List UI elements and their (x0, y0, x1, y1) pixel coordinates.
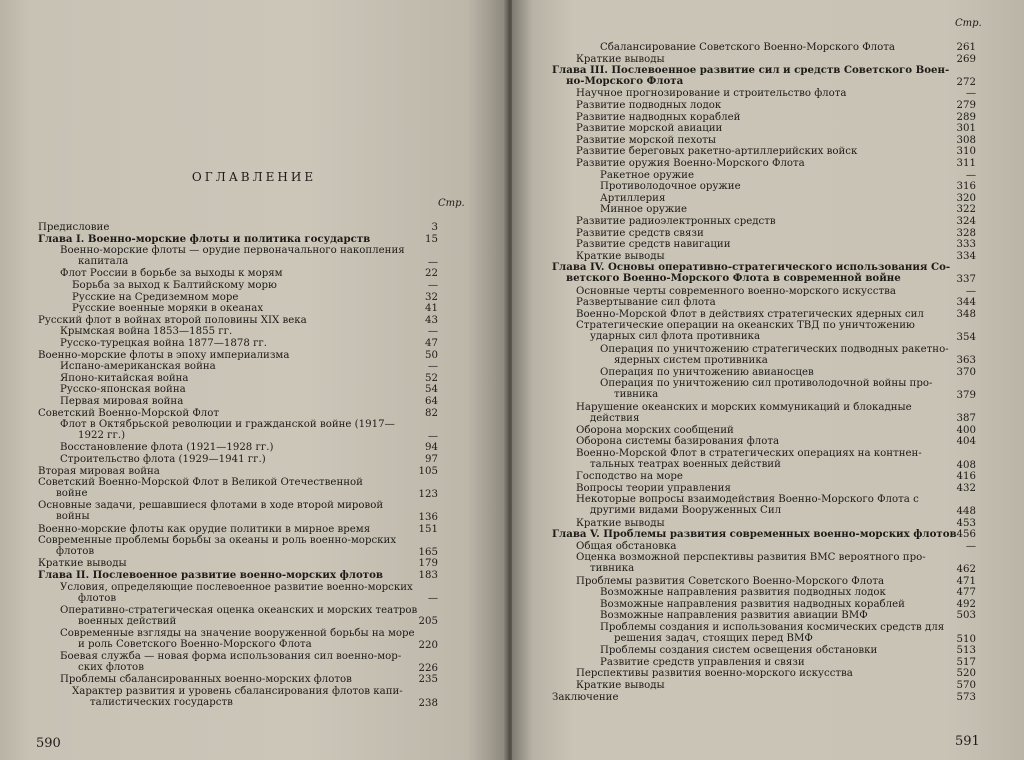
toc-entry (576, 100, 721, 111)
toc-entry-page: 456 (956, 529, 976, 541)
toc-entry-page: 337 (956, 274, 976, 285)
toc-entry-page: 333 (956, 239, 976, 251)
toc-entry (576, 425, 734, 436)
toc-entry-text: Краткие выводы (38, 558, 127, 570)
toc-entry-page: 308 (956, 134, 976, 146)
toc-entry-text: Развитие средств навигации (576, 239, 731, 251)
toc-entry-text: Советский Военно-Морской Флот в Великой Отечественной (38, 477, 363, 489)
toc-entry (600, 193, 665, 204)
toc-entry-page: 316 (956, 181, 976, 193)
toc-entry-page: 47 (425, 338, 438, 349)
toc-entry (576, 402, 912, 424)
toc-entry (552, 529, 957, 540)
toc-entry-text: Возможные направления развития авиации ВМФ (600, 610, 868, 622)
toc-entry-text: Японо-китайская война (60, 372, 189, 384)
toc-entry (600, 610, 868, 621)
toc-entry (600, 622, 944, 644)
toc-entry-page: 22 (425, 268, 438, 280)
toc-entry-text: Русско-японская война (60, 384, 186, 396)
toc-entry-page: 301 (956, 123, 976, 135)
toc-entry-text: Военно-морские флоты — орудие первоначального накопления (60, 245, 405, 257)
toc-entry-text: Сбалансирование Советского Военно-Морского Флота (600, 42, 895, 53)
toc-entry (576, 541, 676, 552)
toc-entry-text: флотов (56, 546, 95, 558)
toc-title: ОГЛАВЛЕНИЕ (191, 170, 317, 184)
toc-entry-text: Краткие выводы (576, 680, 665, 691)
toc-entry-page: 269 (956, 53, 976, 65)
toc-entry-page: 261 (956, 42, 976, 53)
toc-entry-page: 272 (956, 76, 976, 88)
toc-entry (60, 245, 405, 267)
toc-entry-page: 235 (418, 674, 438, 686)
toc-entry (576, 668, 853, 679)
toc-entry (576, 88, 846, 99)
toc-entry-text: Современные проблемы борьбы за океаны и роль военно-морских (38, 535, 397, 547)
toc-entry-text: Развитие средств управления и связи (600, 656, 805, 668)
toc-entry (552, 65, 949, 87)
toc-entry-text: Операция по уничтожению стратегических подводных ракетно- (600, 343, 949, 355)
toc-entry (576, 576, 884, 587)
toc-entry-text: Военно-морские флоты как орудие политики в мирное время (38, 523, 371, 535)
toc-entry-text: решения задач, стоящих перед ВМФ (614, 633, 813, 644)
toc-entry (60, 582, 413, 604)
toc-entry (576, 494, 919, 516)
toc-entry (552, 262, 950, 284)
toc-entry-text: Развитие морской пехоты (576, 134, 716, 146)
toc-entry-page: 205 (418, 616, 438, 628)
toc-entry-text: Проблемы создания систем освещения обстановки (600, 645, 878, 657)
toc-entry-text: Операция по уничтожению сил противолодочной войны про- (600, 378, 933, 390)
toc-entry-page: 183 (418, 570, 438, 581)
toc-entry-page: 573 (956, 691, 976, 703)
toc-entry (60, 396, 183, 407)
toc-entry-page: 324 (956, 216, 976, 227)
toc-entry-page: 165 (418, 546, 438, 558)
toc-entry-text: Краткие выводы (576, 517, 665, 529)
toc-entry-page: 82 (425, 407, 438, 419)
toc-entry-page: 453 (956, 517, 976, 529)
toc-entry-page: — (427, 280, 438, 291)
toc-entry (576, 239, 730, 250)
toc-entry (576, 216, 776, 227)
toc-entry (600, 367, 814, 378)
toc-entry-text: Современные взгляды на значение вооруженной борьбы на море (60, 628, 415, 639)
toc-entry-page: 136 (418, 512, 438, 523)
toc-entry-page: 94 (425, 442, 438, 454)
toc-entry-text: Первая мировая война (60, 396, 184, 407)
toc-entry-text: Флот России в борьбе за выходы к морям (60, 268, 283, 280)
toc-entry-text: Развитие береговых ракетно-артиллерийских войск (576, 146, 858, 158)
toc-entry-text: Предисловие (38, 222, 110, 233)
toc-entry-text: Советский Военно-Морской Флот (38, 407, 220, 419)
toc-entry (38, 500, 383, 522)
toc-entry-text: Флот в Октябрьской революции и гражданской войне (1917— (60, 419, 395, 431)
toc-entry (600, 170, 694, 181)
toc-entry-page: 311 (956, 158, 976, 169)
toc-entry-text: Проблемы создания и использования космических средств для (600, 622, 945, 633)
toc-entry-text: Развитие средств связи (576, 227, 704, 239)
toc-entry (60, 442, 273, 453)
toc-entry-page: 220 (418, 639, 438, 651)
toc-entry-page: 334 (956, 250, 976, 262)
toc-entry-text: Проблемы развития Советского Военно-Морского Флота (576, 575, 885, 587)
toc-entry-text: Русские на Средиземном море (72, 291, 239, 303)
toc-entry-page: 400 (956, 424, 976, 436)
toc-entry-page: 151 (418, 523, 438, 535)
toc-entry (38, 570, 383, 581)
toc-entry-page: — (427, 593, 438, 605)
toc-entry-page: 179 (418, 558, 438, 570)
toc-entry (600, 599, 905, 610)
toc-entry-text: Нарушение океанских и морских коммуникаций и блокадные (576, 401, 912, 413)
toc-entry-text: Заключение (552, 691, 619, 703)
toc-entry-page: 477 (956, 587, 976, 599)
toc-entry (72, 280, 277, 291)
toc-entry-text: Вторая мировая война (38, 465, 160, 477)
toc-entry-text: военных действий (78, 615, 177, 627)
toc-entry-text: Возможные направления развития подводных лодок (600, 587, 886, 599)
toc-entry (576, 135, 716, 146)
toc-entry-text: Краткие выводы (576, 250, 665, 262)
toc-entry-page: 432 (956, 482, 976, 494)
toc-entry (576, 518, 665, 529)
toc-entry-text: Операция по уничтожению авианосцев (600, 366, 814, 378)
toc-entry-text: капитала (78, 256, 129, 268)
toc-entry-page: 517 (956, 656, 976, 668)
toc-entry-text: Господство на море (576, 471, 683, 483)
toc-entry-text: Вопросы теории управления (576, 482, 731, 494)
toc-entry-text: и роль Советского Военно-Морского Флота (78, 639, 312, 650)
toc-entry-page: 226 (418, 662, 438, 674)
toc-entry (576, 552, 926, 574)
toc-entry (552, 692, 619, 703)
left-page (0, 0, 508, 760)
toc-entry (600, 587, 886, 598)
toc-entry (600, 344, 949, 366)
toc-entry-text: Военно-морские флоты в эпоху империализма (38, 349, 290, 361)
toc-entry (600, 42, 895, 53)
toc-entry (576, 483, 731, 494)
toc-entry (60, 651, 401, 673)
toc-entry (576, 680, 665, 691)
toc-entry-text: Проблемы сбалансированных военно-морских флотов (60, 674, 352, 686)
toc-entry-text: ских флотов (78, 662, 144, 674)
toc-entry (38, 315, 307, 326)
toc-entry-text: тальных театрах военных действий (590, 459, 781, 470)
toc-entry-page: 328 (956, 227, 976, 239)
toc-entry (38, 524, 370, 535)
toc-entry-text: Глава V. Проблемы развития современных военно-морских флотов (552, 528, 957, 541)
toc-entry-text: Общая обстановка (576, 540, 677, 552)
toc-entry (60, 384, 186, 395)
toc-entry (600, 181, 741, 192)
toc-entry-page: 41 (425, 303, 438, 315)
toc-entry-page: 310 (956, 146, 976, 158)
page-number-left: 590 (36, 736, 61, 751)
toc-entry-text: флотов (78, 592, 117, 604)
toc-entry (576, 448, 922, 470)
toc-entry-page: 379 (956, 390, 976, 401)
toc-entry-text: Ракетное оружие (600, 169, 694, 181)
toc-entry-page: 64 (425, 396, 438, 407)
toc-entry-text: Борьба за выход к Балтийскому морю (72, 280, 277, 291)
toc-entry-page: 123 (418, 488, 438, 500)
toc-entry-text: Развитие радиоэлектронных средств (576, 216, 776, 227)
toc-entry (600, 645, 877, 656)
toc-entry-page: 322 (956, 204, 976, 216)
toc-entry-text: Оперативно-стратегическая оценка океанских и морских театров (60, 604, 418, 616)
toc-entry-page: — (427, 326, 438, 338)
toc-entry (38, 535, 396, 557)
toc-entry-page: 510 (956, 633, 976, 645)
toc-entry-text: Русские военные моряки в океанах (72, 303, 264, 315)
toc-entry-text: Артиллерия (600, 192, 666, 204)
toc-entry-text: Глава I. Военно-морские флоты и политика государств (38, 232, 371, 245)
toc-entry-page: 289 (956, 111, 976, 123)
toc-entry-text: Возможные направления развития надводных кораблей (600, 598, 905, 610)
toc-entry-page: 513 (956, 645, 976, 657)
toc-entry-text: ударных сил флота противника (590, 331, 761, 343)
toc-entry (576, 123, 722, 134)
right-page (512, 0, 1024, 760)
toc-entry-page: 54 (425, 384, 438, 396)
toc-entry-text: талистических государств (90, 697, 233, 708)
toc-entry (60, 338, 267, 349)
toc-entry (600, 378, 932, 400)
toc-entry (60, 454, 266, 465)
toc-entry-text: Восстановление флота (1921—1928 гг.) (60, 442, 274, 454)
toc-entry-page: 492 (956, 598, 976, 610)
toc-entry-page: — (965, 285, 976, 297)
toc-entry (576, 146, 857, 157)
toc-entry-text: Развертывание сил флота (576, 297, 716, 309)
toc-entry-text: Военно-Морской Флот в стратегических операциях на контнен- (576, 448, 922, 459)
toc-entry (38, 408, 219, 419)
toc-entry-page: — (965, 88, 976, 100)
toc-entry-text: Научное прогнозирование и строительство флота (576, 88, 847, 100)
toc-entry-text: Развитие подводных лодок (576, 100, 722, 111)
toc-entry-text: войне (56, 488, 88, 500)
toc-entry-text: Противолодочное оружие (600, 181, 741, 193)
page-column-header: Стр. (955, 18, 982, 29)
toc-entry-page: 52 (425, 372, 438, 384)
toc-entry (576, 228, 704, 239)
toc-entry-text: тивника (590, 563, 635, 575)
toc-entry (60, 361, 216, 372)
toc-entry-text: Русско-турецкая война 1877—1878 гг. (60, 338, 267, 349)
toc-entry-text: но-Морского Флота (566, 75, 684, 88)
page-number-right: 591 (955, 734, 980, 749)
toc-entry-text: Развитие надводных кораблей (576, 111, 741, 123)
toc-entry-text: Оборона системы базирования флота (576, 436, 780, 448)
toc-entry (576, 309, 924, 320)
toc-entry (576, 297, 716, 308)
toc-entry-page: 503 (956, 610, 976, 622)
toc-entry (576, 251, 665, 262)
toc-entry-text: 1922 гг.) (78, 430, 126, 442)
toc-entry-text: Боевая служба — новая форма использования сил военно-мор- (60, 651, 402, 663)
toc-entry-text: Минное оружие (600, 204, 688, 216)
toc-entry-page: 404 (956, 436, 976, 448)
toc-entry-page: 416 (956, 471, 976, 483)
toc-entry (38, 350, 289, 361)
toc-entry (72, 292, 238, 303)
toc-entry-page: — (427, 256, 438, 268)
toc-entry (60, 674, 352, 685)
toc-entry-page: 238 (418, 697, 438, 709)
toc-entry-text: Развитие морской авиации (576, 123, 723, 135)
toc-entry-page: — (965, 169, 976, 181)
toc-entry-text: Глава IV. Основы оперативно-стратегического использования Со- (552, 261, 951, 274)
toc-entry-page: — (427, 361, 438, 373)
toc-entry (576, 158, 805, 169)
toc-entry (60, 373, 189, 384)
toc-entry-text: тивника (614, 389, 659, 401)
toc-entry (576, 54, 665, 65)
toc-entry-text: Основные задачи, решавшиеся флотами в ходе второй мировой (38, 500, 384, 512)
toc-entry-text: Глава III. Послевоенное развитие сил и средств Советского Воен- (552, 64, 950, 77)
toc-entry-page: 50 (425, 349, 438, 361)
toc-entry-page: 387 (956, 413, 976, 425)
toc-entry-page: 408 (956, 459, 976, 471)
toc-entry (576, 112, 740, 123)
toc-entry-text: Характер развития и уровень сбалансирования флотов капи- (72, 686, 403, 697)
toc-entry-text: Основные черты современного военно-морского искусства (576, 285, 896, 297)
toc-entry-text: Оценка возможной перспективы развития ВМС вероятного про- (576, 552, 926, 564)
toc-entry (600, 657, 805, 668)
toc-entry (38, 222, 109, 233)
toc-entry-page: 570 (956, 680, 976, 691)
toc-entry-page: 471 (956, 575, 976, 587)
toc-entry-page: 370 (956, 366, 976, 378)
toc-entry-text: Испано-американская война (60, 361, 216, 373)
toc-entry-page: 15 (425, 233, 438, 245)
toc-entry-text: Строительство флота (1929—1941 гг.) (60, 454, 266, 465)
toc-entry (72, 686, 403, 708)
toc-entry-page: 363 (956, 355, 976, 367)
toc-entry-text: Русский флот в войнах второй половины XIX века (38, 314, 307, 326)
toc-entry-page: 354 (956, 332, 976, 343)
toc-entry-text: Крымская война 1853—1855 гг. (60, 326, 233, 338)
toc-entry-page: 279 (956, 100, 976, 111)
toc-entry-text: другими видами Вооруженных Сил (590, 505, 782, 517)
toc-entry (38, 466, 160, 477)
toc-entry (60, 628, 415, 650)
toc-entry-text: Стратегические операции на океанских ТВД по уничтожению (576, 320, 915, 332)
toc-entry-page: — (965, 540, 976, 552)
toc-entry-text: Перспективы развития военно-морского искусства (576, 668, 853, 680)
toc-entry (576, 286, 896, 297)
toc-entry-page: 105 (418, 465, 438, 477)
toc-entry-page: 344 (956, 297, 976, 309)
toc-entry (60, 268, 283, 279)
toc-entry-text: Развитие оружия Военно-Морского Флота (576, 158, 805, 169)
toc-entry (72, 303, 263, 314)
toc-entry-page: 462 (956, 564, 976, 575)
toc-entry-page: 320 (956, 192, 976, 204)
toc-entry-text: ветского Военно-Морского Флота в современной войне (566, 272, 901, 285)
toc-entry-text: Глава II. Послевоенное развитие военно-морских флотов (38, 569, 383, 581)
toc-entry-page: 97 (425, 454, 438, 465)
toc-entry-text: действия (590, 412, 640, 424)
toc-entry (576, 436, 779, 447)
toc-entry-page: 348 (956, 308, 976, 320)
toc-entry (60, 605, 417, 627)
toc-entry-page: 448 (956, 506, 976, 517)
toc-entry-text: войны (56, 511, 90, 523)
toc-entry-page: — (427, 430, 438, 442)
toc-entry (38, 234, 370, 245)
toc-entry (600, 204, 687, 215)
toc-entry (38, 558, 127, 569)
toc-entry-text: Условия, определяющие послевоенное развитие военно-морских (60, 581, 413, 593)
page-column-header: Стр. (438, 198, 465, 209)
toc-entry-page: 43 (425, 314, 438, 326)
toc-entry (576, 471, 683, 482)
toc-entry-page: 520 (956, 668, 976, 680)
toc-entry-page: 32 (425, 291, 438, 303)
toc-entry-page: 3 (431, 222, 438, 233)
toc-entry (576, 320, 915, 342)
toc-entry (60, 326, 232, 337)
toc-entry-text: Некоторые вопросы взаимодействия Военно-Морского Флота с (576, 494, 919, 506)
toc-entry (60, 419, 395, 441)
toc-entry-text: ядерных систем противника (614, 354, 768, 366)
toc-entry-text: Краткие выводы (576, 53, 665, 65)
toc-entry-text: Оборона морских сообщений (576, 424, 734, 436)
toc-entry (38, 477, 363, 499)
toc-entry-text: Военно-Морской Флот в действиях стратегических ядерных сил (576, 308, 924, 320)
